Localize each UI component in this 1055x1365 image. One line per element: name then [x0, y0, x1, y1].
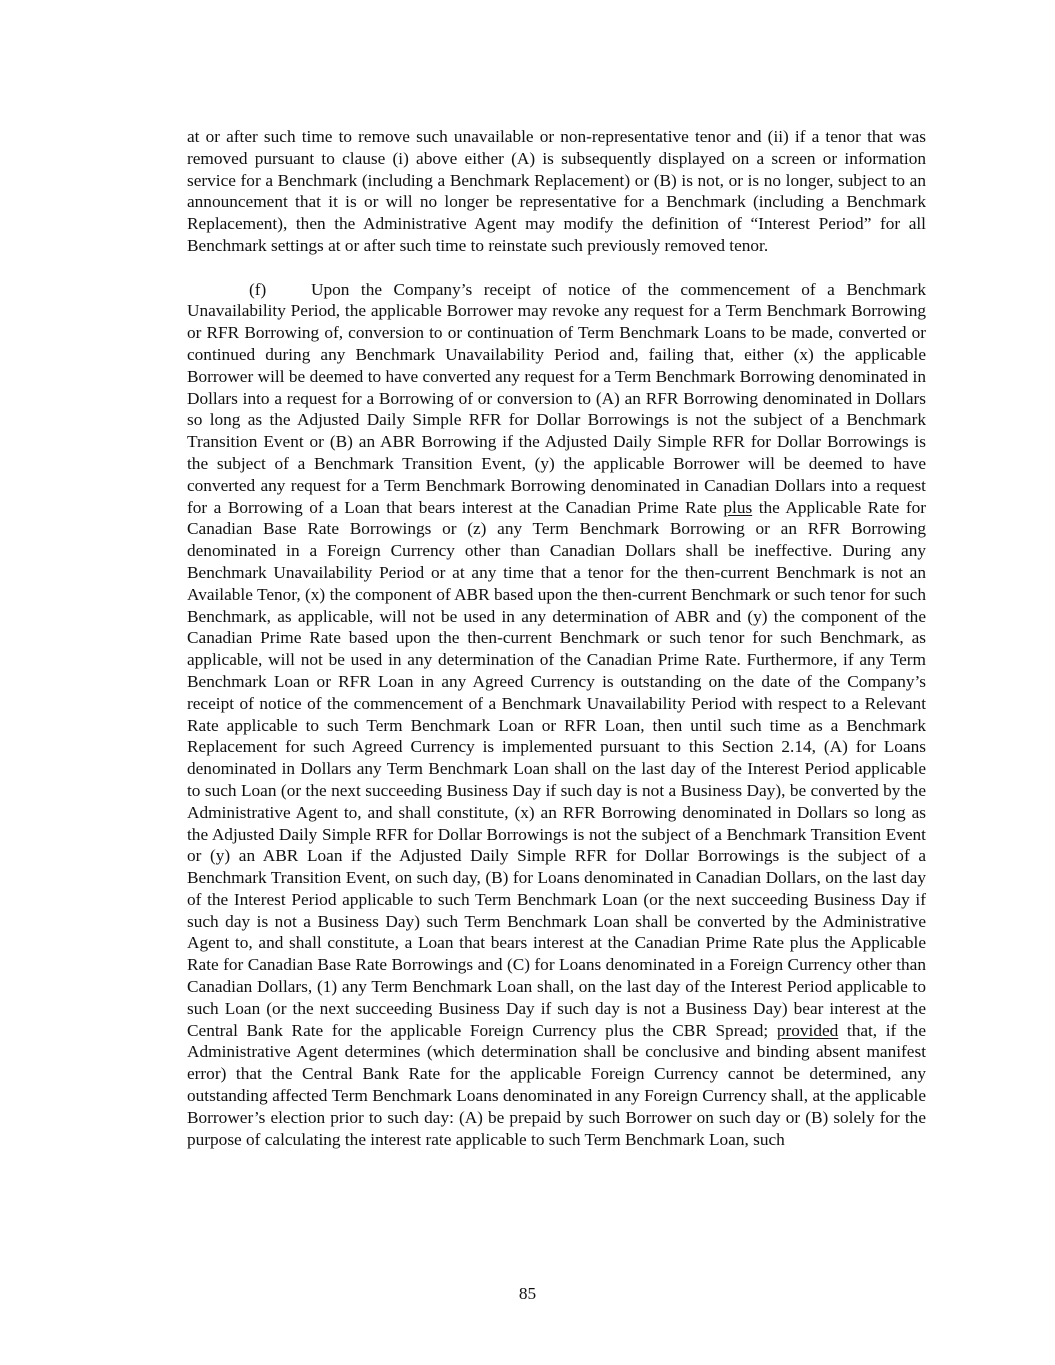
clause-f-text-part-1: Upon the Company’s receipt of notice of the commencement of a Benchmark Unavailability Period, the applicable Borrower may revoke any request for a Term Benchmark Borrowing or RFR Borrowing of, conversion to or continuation of Term Benchmark Loans to be made, converted or continued during any Benchmark Unavailability Period and, failing that, either (x) the applicable Borrower will be deemed to have converted any request for a Term Benchmark Borrowing denominated in Dollars into a request for a Borrowing of or conversion to (A) an RFR Borrowing denominated in Dollars so long as the Adjusted Daily Simple RFR for Dollar Borrowings is not the subject of a Benchmark Transition Event or (B) an ABR Borrowing if the Adjusted Daily Simple RFR for Dollar Borrowings is the subject of a Benchmark Transition Event, (y) the applicable Borrower will be deemed to have converted any request for a Term Benchmark Borrowing denominated in Canadian Dollars into a request for a Borrowing of a Loan that bears interest at the Canadian Prime Rate — [187, 279, 926, 517]
clause-label-f: (f) — [249, 279, 267, 299]
document-body — [187, 126, 926, 1150]
paragraph-continuation: at or after such time to remove such unavailable or non-representative tenor and (ii) if a tenor that was removed pursuant to clause (i) above either (A) is subsequently displayed on a screen or information service for a Benchmark (including a Benchmark Replacement) or (B) is not, or is no longer, subject to an announcement that it is or will no longer be representative for a Benchmark (including a Benchmark Replacement), then the Administrative Agent may modify the definition of “Interest Period” for all Benchmark settings at or after such time to reinstate such previously removed tenor. — [187, 127, 926, 255]
clause-f-text-part-2: the Applicable Rate for Canadian Base Rate Borrowings or (z) any Term Benchmark Borrowing or an RFR Borrowing denominated in a Foreign Currency other than Canadian Dollars shall be ineffective. During any Benchmark Unavailability Period or at any time that a tenor for the then-current Benchmark is not an Available Tenor, (x) the component of ABR based upon the then-current Benchmark or such tenor for such Benchmark, as applicable, will not be used in any determination of ABR and (y) the component of the Canadian Prime Rate based upon the then-current Benchmark or such tenor for such Benchmark, as applicable, will not be used in any determination of the Canadian Prime Rate. Furthermore, if any Term Benchmark Loan or RFR Loan in any Agreed Currency is outstanding on the date of the Company’s receipt of notice of the commencement of a Benchmark Unavailability Period with respect to a Relevant Rate applicable to such Term Benchmark Loan or RFR Loan, then until such time as a Benchmark Replacement for such Agreed Currency is implemented pursuant to this Section 2.14, (A) for Loans denominated in Dollars any Term Benchmark Loan shall on the last day of the Interest Period applicable to such Loan (or the next succeeding Business Day if such day is not a Business Day), be converted by the Administrative Agent to, and shall constitute, (x) an RFR Borrowing denominated in Dollars so long as the Adjusted Daily Simple RFR for Dollar Borrowings is not the subject of a Benchmark Transition Event or (y) an ABR Loan if the Adjusted Daily Simple RFR for Dollar Borrowings is the subject of a Benchmark Transition Event, on such day, (B) for Loans denominated in Canadian Dollars, on the last day of the Interest Period applicable to such Term Benchmark Loan (or the next succeeding Business Day if such day is not a Business Day) such Term Benchmark Loan shall be converted by the Administrative Agent to, and shall constitute, a Loan that bears interest at the Canadian Prime Rate plus the Applicable Rate for Canadian Base Rate Borrowings and (C) for Loans denominated in a Foreign Currency other than Canadian Dollars, (1) any Term Benchmark Loan shall, on the last day of the Interest Period applicable to such Loan (or the next succeeding Business Day if such day is not a Business Day) bear interest at the Central Bank Rate for the applicable Foreign Currency plus the CBR Spread; — [187, 497, 927, 1040]
paragraph-clause-f — [187, 279, 926, 1151]
paragraph-spacer — [187, 257, 926, 279]
clause-f-text-part-3: that, if the Administrative Agent determines (which determination shall be conclusive and binding absent manifest error) that the Central Bank Rate for the applicable Foreign Currency cannot be determined, any outstanding affected Term Benchmark Loans denominated in any Foreign Currency shall, at the applicable Borrower’s election prior to such day: (A) be prepaid by such Borrower on such day or (B) solely for the purpose of calculating the interest rate applicable to such Term Benchmark Loan, such — [187, 1020, 926, 1149]
underlined-term-plus: plus — [723, 497, 753, 517]
underlined-term-provided: provided — [776, 1020, 839, 1040]
page-number: 85 — [518, 1284, 537, 1303]
